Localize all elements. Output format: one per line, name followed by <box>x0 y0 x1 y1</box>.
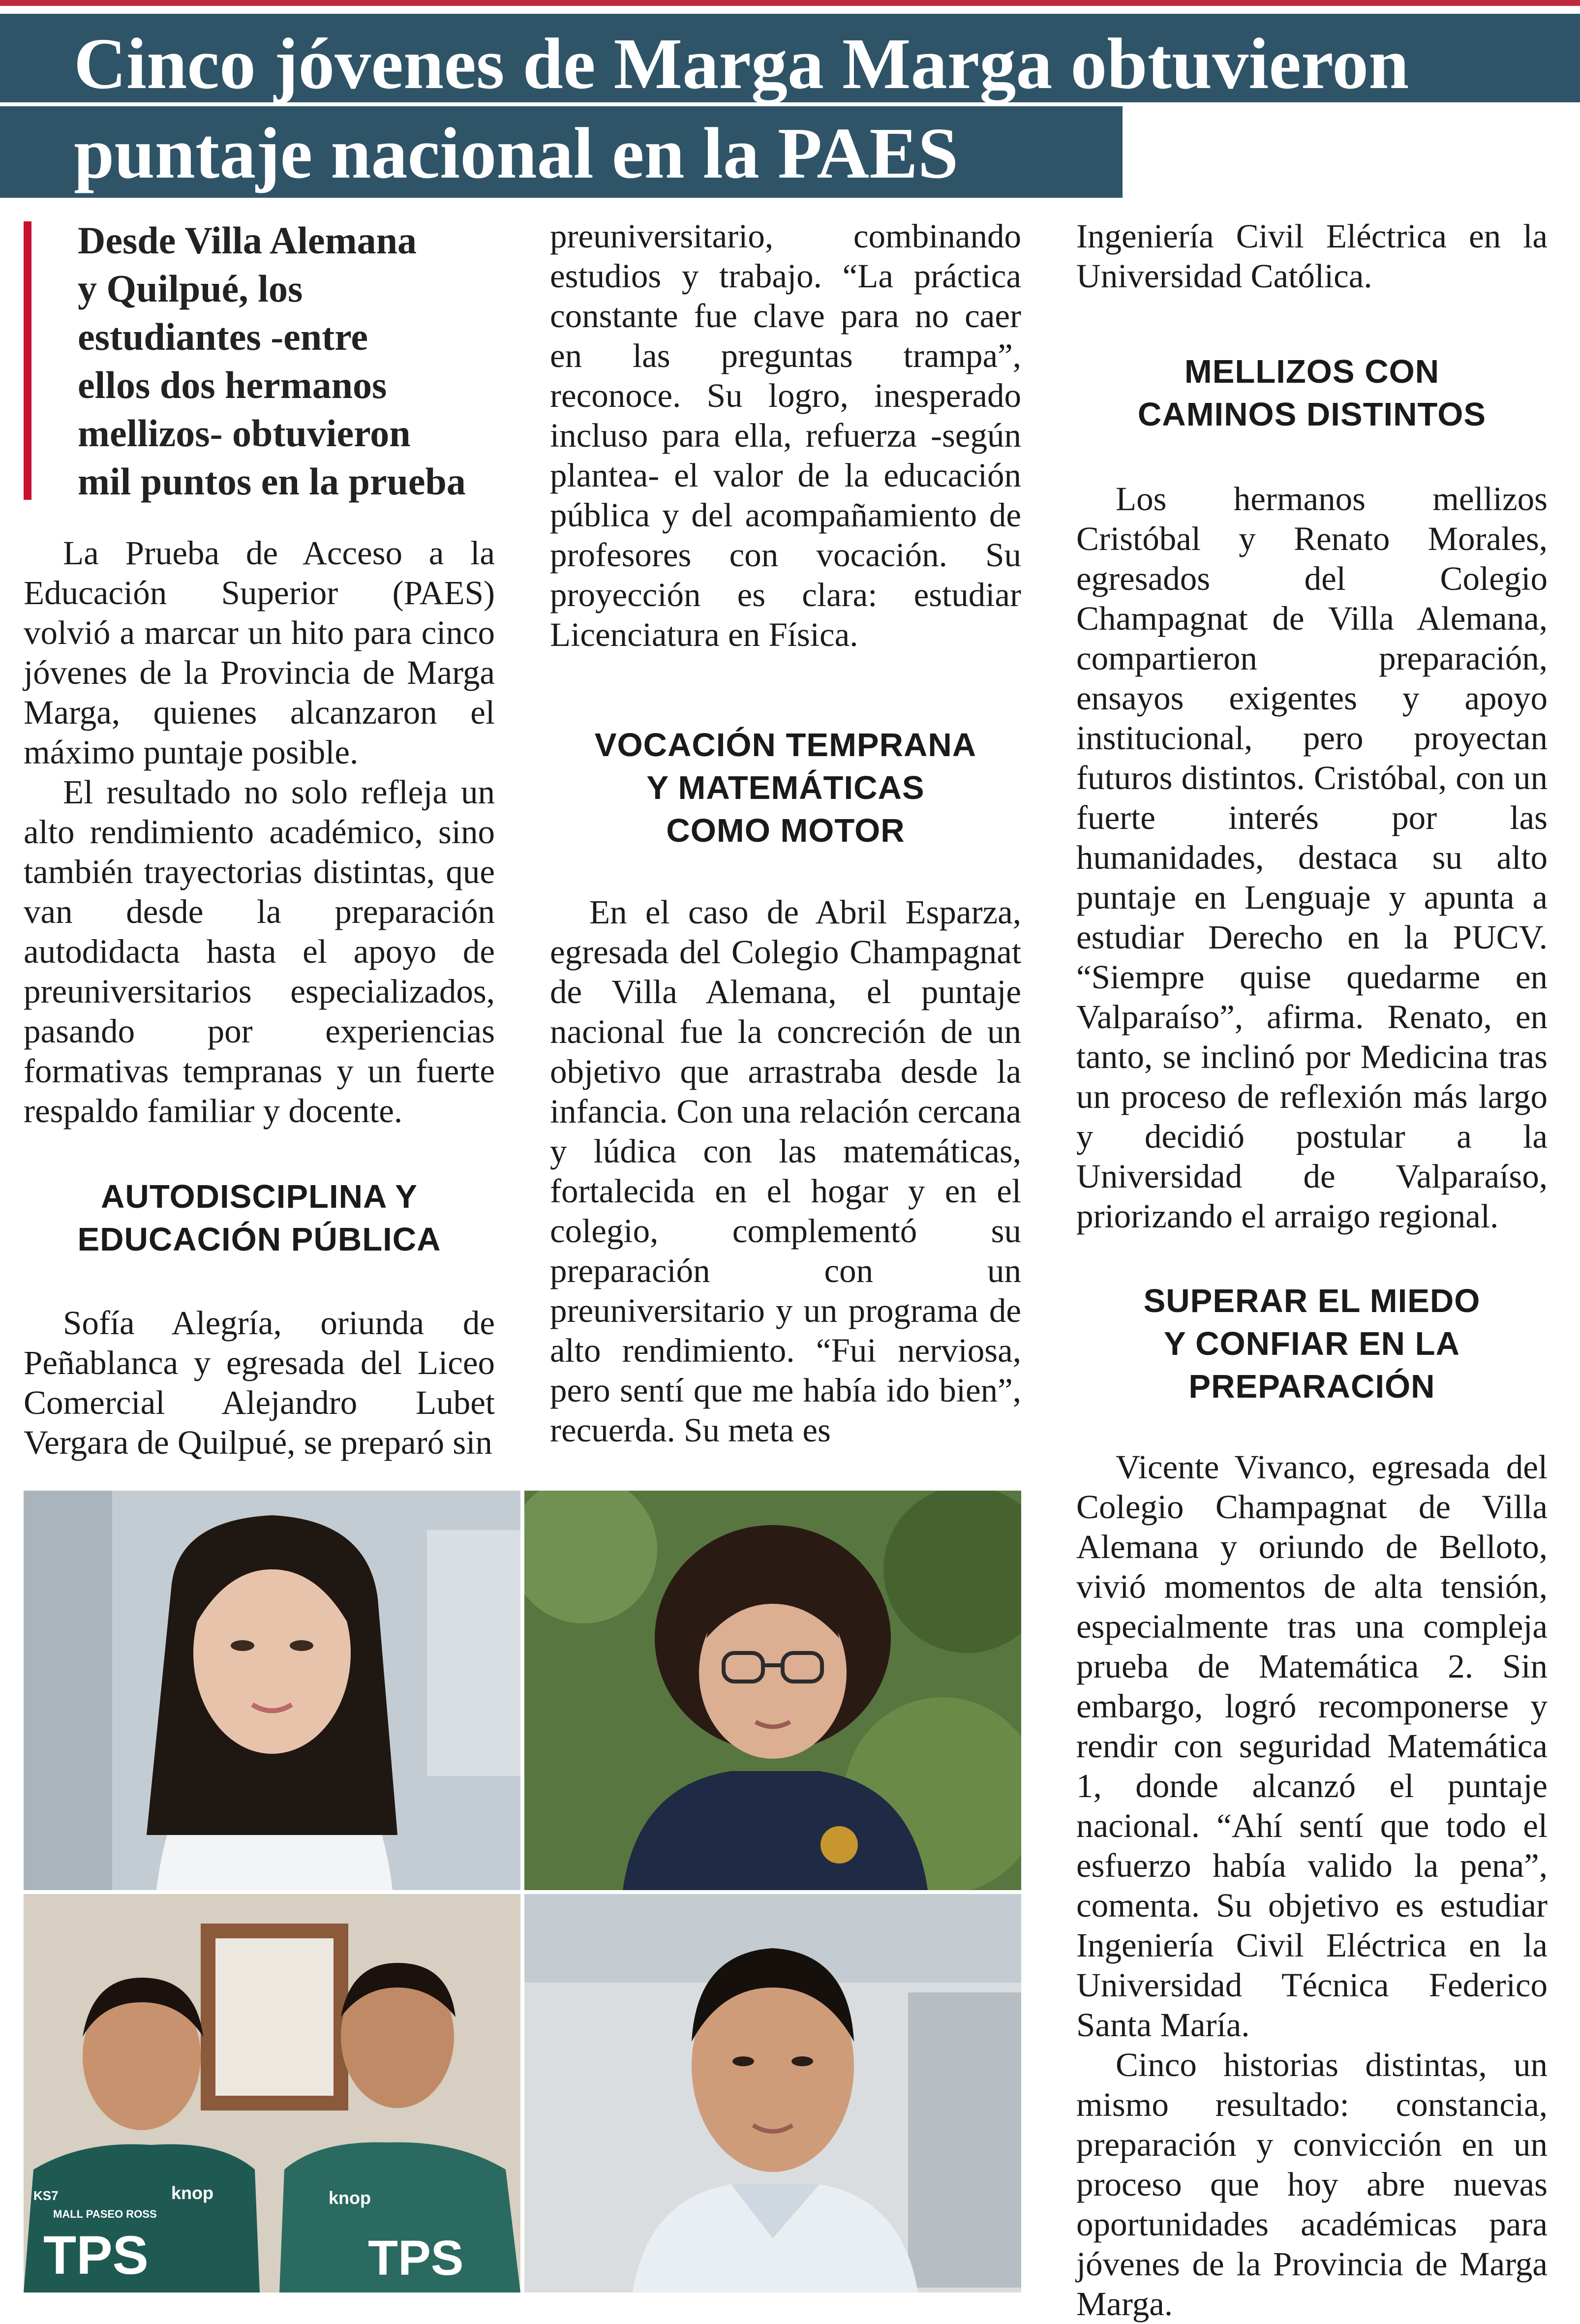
lead-line: mellizos- obtuvieron <box>78 412 411 455</box>
subheading-line: VOCACIÓN TEMPRANA <box>594 727 977 764</box>
headline-band-1 <box>0 14 1580 102</box>
subheading-line: COMO MOTOR <box>666 812 905 849</box>
paragraph: El resultado no solo refleja un alto rendimiento académico, sino también trayectorias distintas, que van desde la preparación autodidacta hasta el apoyo de preuniversitarios especializados, pasando por experiencias formativas tempranas y un fuerte respaldo familiar y docente. <box>24 773 495 1130</box>
headline-line-1: Cinco jóvenes de Marga Marga obtuvieron <box>74 24 1409 104</box>
subheading-line: AUTODISCIPLINA Y <box>101 1178 418 1215</box>
subheading-mellizos <box>1076 350 1548 436</box>
top-accent-line <box>0 0 1580 6</box>
paragraph: En el caso de Abril Esparza, egresada del Colegio Champagnat de Villa Alemana, el puntaje nacional fue la concreción de un objetivo que arrastraba desde la infancia. Con una relación cercana y lúdica con las matemáticas, fortalecida en el hogar y en el colegio, complementó su preparación con un preuniversitario y un programa de alto rendimiento. “Fui nerviosa, pero sentí que me había ido bien”, recuerda. Su meta es <box>550 893 1021 1449</box>
paragraph: Vicente Vivanco, egresada del Colegio Champagnat de Villa Alemana y oriundo de Belloto, vivió momentos de alta tensión, especialmente tras una compleja prueba de Matemática 2. Sin embargo, logró recomponerse y rendir con seguridad Matemática 1, donde alcanzó el puntaje nacional. “Ahí sentí que todo el esfuerzo había valido la pena”, comenta. Su objetivo es estudiar Ingeniería Civil Eléctrica en la Universidad Técnica Federico Santa María. <box>1076 1448 1548 2044</box>
jersey-kit: KS7 <box>33 2188 59 2203</box>
headline-line-2: puntaje nacional en la PAES <box>74 113 959 194</box>
subheading-line: CAMINOS DISTINTOS <box>1137 396 1487 433</box>
lead-line: y Quilpué, los <box>78 267 303 310</box>
lead-line: mil puntos en la prueba <box>78 460 466 503</box>
portrait-illustration <box>24 1491 520 1890</box>
portrait-illustration <box>524 1491 1021 1890</box>
jersey-sponsor-right: TPS <box>368 2231 464 2286</box>
paragraph: Ingeniería Civil Eléctrica en la Universidad Católica. <box>1076 217 1548 295</box>
jersey-brand-right: knop <box>329 2188 371 2208</box>
subheading-line: PREPARACIÓN <box>1188 1368 1435 1405</box>
lead-accent-bar <box>24 221 31 500</box>
portrait-illustration <box>524 1894 1021 2293</box>
photo-hermanos-morales <box>24 1894 520 2293</box>
column-2 <box>550 216 1021 1450</box>
subheading-superar <box>1076 1280 1548 1408</box>
jersey-brand-left: knop <box>171 2183 213 2203</box>
subheading-autodisciplina <box>24 1175 495 1261</box>
column-3 <box>1076 216 1548 2324</box>
lead-summary <box>24 216 495 506</box>
lead-line: ellos dos hermanos <box>78 364 387 406</box>
subheading-line: EDUCACIÓN PÚBLICA <box>77 1221 441 1258</box>
column-1 <box>24 216 495 1463</box>
jersey-mall: MALL PASEO ROSS <box>53 2208 157 2220</box>
paragraph: Cinco historias distintas, un mismo resultado: constancia, preparación y convicción en un proceso que hoy abre nuevas oportunidades académicas para jóvenes de la Provincia de Marga Marga. <box>1076 2046 1548 2323</box>
paragraph: Sofía Alegría, oriunda de Peñablanca y egresada del Liceo Comercial Alejandro Lubet Vergara de Quilpué, se preparó sin <box>24 1304 495 1461</box>
photo-abril-esparza <box>524 1491 1021 1890</box>
paragraph: Los hermanos mellizos Cristóbal y Renato Morales, egresados del Colegio Champagnat de Villa Alemana, compartieron preparación, ensayos exigentes y apoyo institucional, pero proyectan futuros distintos. Cristóbal, con un fuerte interés por las humanidades, destaca su alto puntaje en Lenguaje y apunta a estudiar Derecho en la PUCV. “Siempre quise quedarme en Valparaíso”, afirma. Renato, en tanto, se inclinó por Medicina tras un proceso de reflexión más largo y decidió postular a la Universidad de Valparaíso, priorizando el arraigo regional. <box>1076 480 1548 1235</box>
subheading-line: MELLIZOS CON <box>1184 353 1440 390</box>
subheading-vocacion <box>550 724 1021 852</box>
lead-line: estudiantes -entre <box>78 315 368 358</box>
photo-sofia-alegria <box>24 1491 520 1890</box>
subheading-line: Y CONFIAR EN LA <box>1164 1325 1460 1362</box>
paragraph: preuniversitario, combinando estudios y trabajo. “La práctica constante fue clave para no caer en las preguntas trampa”, reconoce. Su logro, inesperado incluso para ella, refuerza -según plantea- el valor de la educación pública y del acompañamiento de profesores con vocación. Su proyección es clara: estudiar Licenciatura en Física. <box>550 217 1021 653</box>
paragraph: La Prueba de Acceso a la Educación Superior (PAES) volvió a marcar un hito para cinco jóvenes de la Provincia de Marga Marga, quienes alcanzaron el máximo puntaje posible. <box>24 534 495 771</box>
headline-band-2 <box>0 106 1123 198</box>
lead-line: Desde Villa Alemana <box>78 219 417 262</box>
jersey-sponsor-left: TPS <box>43 2225 149 2286</box>
photo-vicente-vivanco <box>524 1894 1021 2293</box>
subheading-line: SUPERAR EL MIEDO <box>1143 1283 1481 1319</box>
subheading-line: Y MATEMÁTICAS <box>646 769 925 806</box>
